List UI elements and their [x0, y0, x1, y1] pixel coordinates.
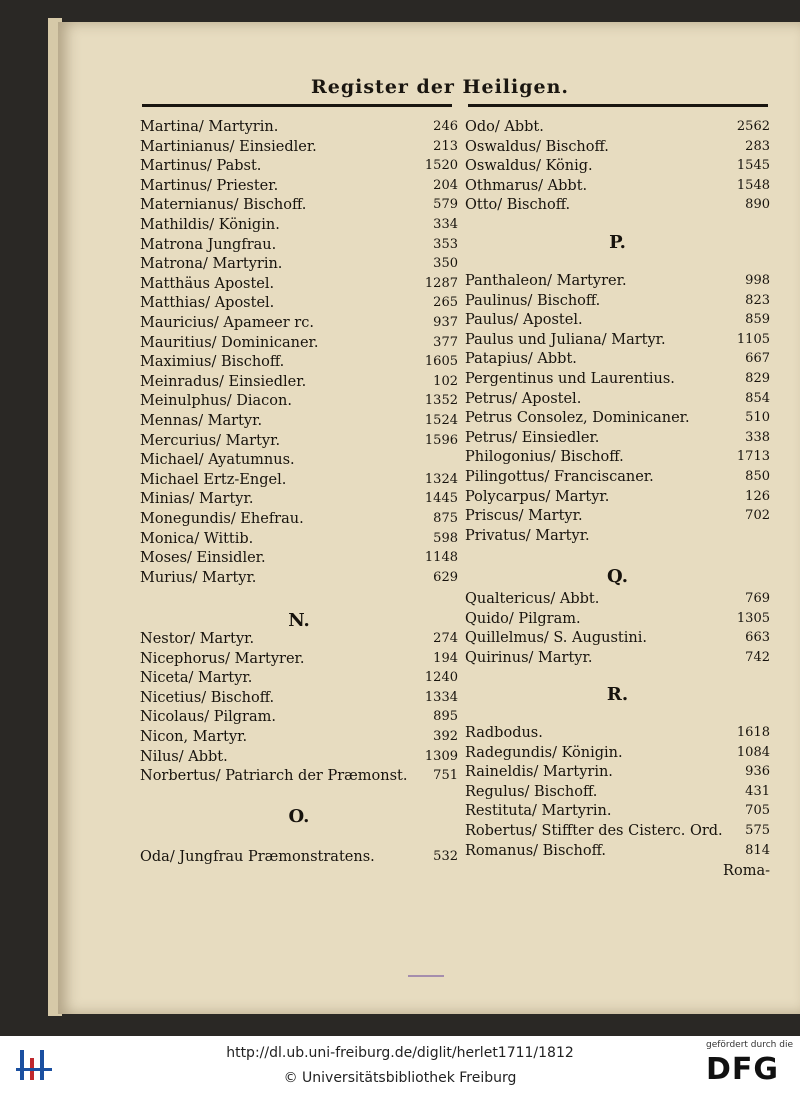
entry-name: Mauricius/ Apameer rc.: [140, 315, 314, 331]
entry-page: 353: [433, 236, 458, 252]
entry-name: Norbertus/ Patriarch der Præmonst.: [140, 768, 408, 785]
entry-page: 705: [745, 803, 770, 819]
register-entry: [465, 195, 770, 215]
entry-page: 854: [745, 390, 770, 406]
register-entry: [465, 762, 770, 782]
entry-name: Martinus/ Pabst.: [140, 158, 262, 175]
register-entry: [140, 274, 458, 294]
entry-page: 1287: [424, 275, 458, 291]
register-entry: [140, 137, 458, 157]
section-letter: N.: [288, 610, 310, 631]
entry-page: 663: [745, 630, 770, 646]
entry-page: 1545: [736, 158, 770, 174]
register-entry: [140, 766, 458, 786]
register-entry: [140, 450, 458, 470]
entry-page: 829: [745, 371, 770, 386]
entry-name: Nicolaus/ Pilgram.: [140, 709, 276, 726]
register-entry: [140, 431, 458, 451]
register-entry: [465, 821, 770, 841]
entry-page: 1618: [736, 725, 770, 740]
entry-page: 998: [745, 273, 770, 288]
entry-name: Oda/ Jungfrau Præmonstratens.: [140, 849, 375, 865]
entry-name: Mathildis/ Königin.: [140, 217, 280, 233]
catchword: [465, 861, 770, 881]
entry-page: 579: [433, 197, 458, 213]
section-letter: Q.: [606, 566, 629, 587]
entry-name: Paulinus/ Bischoff.: [465, 292, 601, 309]
register-entry: [140, 649, 458, 669]
entry-page: 102: [433, 373, 458, 389]
entry-name: Nicetius/ Bischoff.: [140, 689, 275, 706]
entry-name: Priscus/ Martyr.: [465, 508, 583, 525]
entry-name: Raineldis/ Martyrin.: [465, 764, 613, 781]
ink-mark: [408, 975, 444, 977]
entry-name: Paulus/ Apostel.: [465, 312, 583, 329]
entry-name: Mercurius/ Martyr.: [140, 432, 281, 449]
register-entry: [140, 235, 458, 255]
entry-page: 265: [433, 295, 458, 311]
entry-page: 1084: [736, 744, 770, 760]
entry-name: Oswaldus/ Bischoff.: [465, 138, 609, 155]
register-entry: [465, 291, 770, 311]
entry-page: 895: [433, 709, 458, 725]
entry-page: 751: [433, 768, 458, 784]
entry-name: Odo/ Abbt.: [465, 119, 544, 135]
page-title: Register der Heiligen.: [310, 76, 570, 98]
register-entry: [140, 117, 458, 137]
register-entry: [140, 489, 458, 509]
register-entry: [465, 156, 770, 176]
register-entry: [140, 254, 458, 274]
title-rule-left: [142, 104, 452, 107]
entry-name: Martinianus/ Einsiedler.: [140, 138, 317, 155]
entry-name: Radegundis/ Königin.: [465, 744, 623, 761]
entry-name: Petrus/ Apostel.: [465, 390, 582, 407]
register-entry: [140, 293, 458, 313]
entry-name: Othmarus/ Abbt.: [465, 177, 588, 194]
entry-name: Niceta/ Martyr.: [140, 670, 253, 687]
entry-name: Qualtericus/ Abbt.: [465, 591, 600, 607]
register-entry: [140, 847, 458, 867]
entry-name: Pilingottus/ Franciscaner.: [465, 469, 654, 485]
register-entry: [140, 747, 458, 767]
permalink[interactable]: http://dl.ub.uni-freiburg.de/diglit/herlet1711/1812: [226, 1045, 574, 1061]
register-entry: [465, 467, 770, 487]
entry-page: 194: [433, 650, 458, 666]
entry-name: Patapius/ Abbt.: [465, 351, 577, 368]
entry-page: 126: [745, 488, 770, 504]
entry-name: Moses/ Einsidler.: [140, 550, 266, 567]
entry-name: Michael/ Ayatumnus.: [140, 452, 295, 469]
entry-name: Nicephorus/ Martyrer.: [140, 650, 305, 667]
register-entry: [140, 509, 458, 529]
entry-page: 814: [745, 842, 770, 858]
entry-page: 1305: [736, 610, 770, 626]
register-entry: [140, 176, 458, 196]
entry-page: 1352: [424, 393, 458, 409]
register-entry: [465, 782, 770, 802]
entry-name: Meinradus/ Einsiedler.: [140, 373, 307, 390]
entry-name: Michael Ertz-Engel.: [140, 471, 287, 488]
register-entry: [465, 428, 770, 448]
register-entry: [465, 176, 770, 196]
entry-name: Martinus/ Priester.: [140, 177, 279, 194]
register-entry: [140, 156, 458, 176]
entry-name: Robertus/ Stiffter des Cisterc. Ord.: [465, 823, 723, 839]
register-entry: [140, 372, 458, 392]
entry-page: 431: [745, 783, 770, 799]
entry-page: 890: [745, 197, 770, 213]
entry-page: 246: [433, 119, 458, 134]
title-rule-right: [468, 104, 768, 107]
register-entry: [465, 801, 770, 821]
register-entry: [465, 589, 770, 609]
entry-page: 510: [745, 410, 770, 426]
entry-name: Monica/ Wittib.: [140, 530, 254, 547]
entry-name: Paulus und Juliana/ Martyr.: [465, 331, 666, 348]
entry-page: 742: [745, 649, 770, 665]
register-entry: [140, 629, 458, 649]
entry-name: Maternianus/ Bischoff.: [140, 197, 307, 214]
entry-page: 598: [433, 530, 458, 546]
entry-page: 667: [745, 351, 770, 367]
register-entry: [465, 408, 770, 428]
entry-page: 532: [433, 849, 458, 864]
entry-name: Philogonius/ Bischoff.: [465, 449, 624, 466]
copyright-text: © Universitätsbibliothek Freiburg: [283, 1070, 517, 1086]
entry-page: 1445: [424, 491, 458, 507]
entry-name: Mennas/ Martyr.: [140, 413, 263, 429]
entry-name: Restituta/ Martyrin.: [465, 803, 612, 820]
entry-page: 875: [433, 511, 458, 526]
register-entry: [465, 487, 770, 507]
entry-page: 2562: [736, 119, 770, 134]
entry-name: Otto/ Bischoff.: [465, 197, 571, 214]
entry-name: Minias/ Martyr.: [140, 491, 254, 508]
entry-page: 350: [433, 256, 458, 272]
register-entry: [465, 330, 770, 350]
entry-page: 769: [745, 591, 770, 606]
register-entry: [140, 688, 458, 708]
entry-page: 1334: [424, 689, 458, 705]
entry-page: 1105: [736, 331, 770, 347]
entry-name: Meinulphus/ Diacon.: [140, 393, 292, 410]
entry-page: 338: [745, 429, 770, 445]
entry-page: 936: [745, 764, 770, 780]
entry-page: 283: [745, 138, 770, 154]
register-entry: [140, 470, 458, 490]
entry-name: Quillelmus/ S. Augustini.: [465, 630, 647, 647]
entry-page: 937: [433, 315, 458, 330]
section-letter: P.: [609, 232, 626, 253]
entry-name: Maximius/ Bischoff.: [140, 354, 285, 371]
entry-page: 1524: [424, 413, 458, 428]
register-entry: [465, 447, 770, 467]
section-letter: R.: [606, 684, 629, 705]
register-entry: [140, 313, 458, 333]
register-entry: [140, 195, 458, 215]
register-entry: [140, 707, 458, 727]
entry-page: 1520: [424, 158, 458, 174]
entry-page: 274: [433, 631, 458, 646]
entry-name: Nestor/ Martyr.: [140, 631, 255, 647]
entry-name: Matthias/ Apostel.: [140, 295, 275, 312]
entry-name: Matrona Jungfrau.: [140, 236, 277, 253]
entry-page: 213: [433, 138, 458, 154]
entry-page: 1596: [424, 432, 458, 448]
entry-page: 1148: [424, 550, 458, 566]
sponsor-caption: gefördert durch die: [706, 1040, 793, 1050]
register-entry: [465, 743, 770, 763]
entry-name: Monegundis/ Ehefrau.: [140, 511, 304, 527]
register-entry: [140, 727, 458, 747]
entry-name: Polycarpus/ Martyr.: [465, 488, 610, 505]
register-entry: [140, 352, 458, 372]
entry-name: Oswaldus/ König.: [465, 158, 593, 175]
register-entry: [140, 411, 458, 431]
entry-name: Murius/ Martyr.: [140, 569, 257, 586]
entry-name: Petrus Consolez, Dominicaner.: [465, 410, 690, 427]
entry-page: 1240: [424, 670, 458, 686]
entry-page: 1713: [736, 449, 770, 465]
entry-page: 334: [433, 217, 458, 232]
register-entry: [465, 310, 770, 330]
entry-page: 392: [433, 729, 458, 744]
register-entry: [465, 648, 770, 668]
register-entry: [140, 391, 458, 411]
register-entry: [465, 506, 770, 526]
entry-page: 204: [433, 177, 458, 193]
entry-name: Radbodus.: [465, 725, 543, 741]
register-entry: [465, 841, 770, 861]
entry-page: 850: [745, 469, 770, 484]
entry-name: Panthaleon/ Martyrer.: [465, 273, 627, 289]
section-letter: O.: [288, 806, 310, 827]
entry-page: 1548: [736, 177, 770, 193]
register-entry: [140, 333, 458, 353]
entry-name: Privatus/ Martyr.: [465, 527, 590, 544]
register-entry: [140, 668, 458, 688]
entry-page: 1324: [424, 471, 458, 487]
register-entry: [465, 628, 770, 648]
entry-name: Matthäus Apostel.: [140, 275, 275, 292]
entry-name: Quido/ Pilgram.: [465, 610, 581, 627]
register-entry: [465, 723, 770, 743]
register-entry: [465, 389, 770, 409]
entry-page: 629: [433, 569, 458, 585]
entry-name: Romanus/ Bischoff.: [465, 842, 606, 859]
register-entry: [465, 137, 770, 157]
register-entry: [140, 548, 458, 568]
catchword-text: Roma-: [723, 863, 770, 879]
entry-name: Matrona/ Martyrin.: [140, 256, 283, 273]
register-entry: [465, 526, 770, 546]
register-entry: [140, 529, 458, 549]
entry-name: Petrus/ Einsiedler.: [465, 429, 600, 446]
dfg-logo: DFG: [706, 1052, 780, 1087]
entry-name: Quirinus/ Martyr.: [465, 649, 593, 666]
entry-name: Mauritius/ Dominicaner.: [140, 334, 319, 351]
entry-name: Martina/ Martyrin.: [140, 119, 279, 135]
entry-name: Regulus/ Bischoff.: [465, 783, 598, 800]
entry-page: 1605: [424, 354, 458, 370]
entry-page: 702: [745, 508, 770, 524]
register-entry: [465, 117, 770, 137]
register-entry: [140, 215, 458, 235]
entry-name: Nicon, Martyr.: [140, 729, 248, 745]
entry-page: 1309: [424, 748, 458, 764]
register-entry: [465, 349, 770, 369]
entry-page: 575: [745, 823, 770, 838]
entry-page: 823: [745, 292, 770, 308]
entry-page: 859: [745, 312, 770, 328]
register-entry: [465, 609, 770, 629]
register-entry: [465, 271, 770, 291]
entry-name: Pergentinus und Laurentius.: [465, 371, 675, 387]
register-entry: [465, 369, 770, 389]
register-entry: [140, 568, 458, 588]
entry-name: Nilus/ Abbt.: [140, 748, 228, 765]
entry-page: 377: [433, 334, 458, 350]
